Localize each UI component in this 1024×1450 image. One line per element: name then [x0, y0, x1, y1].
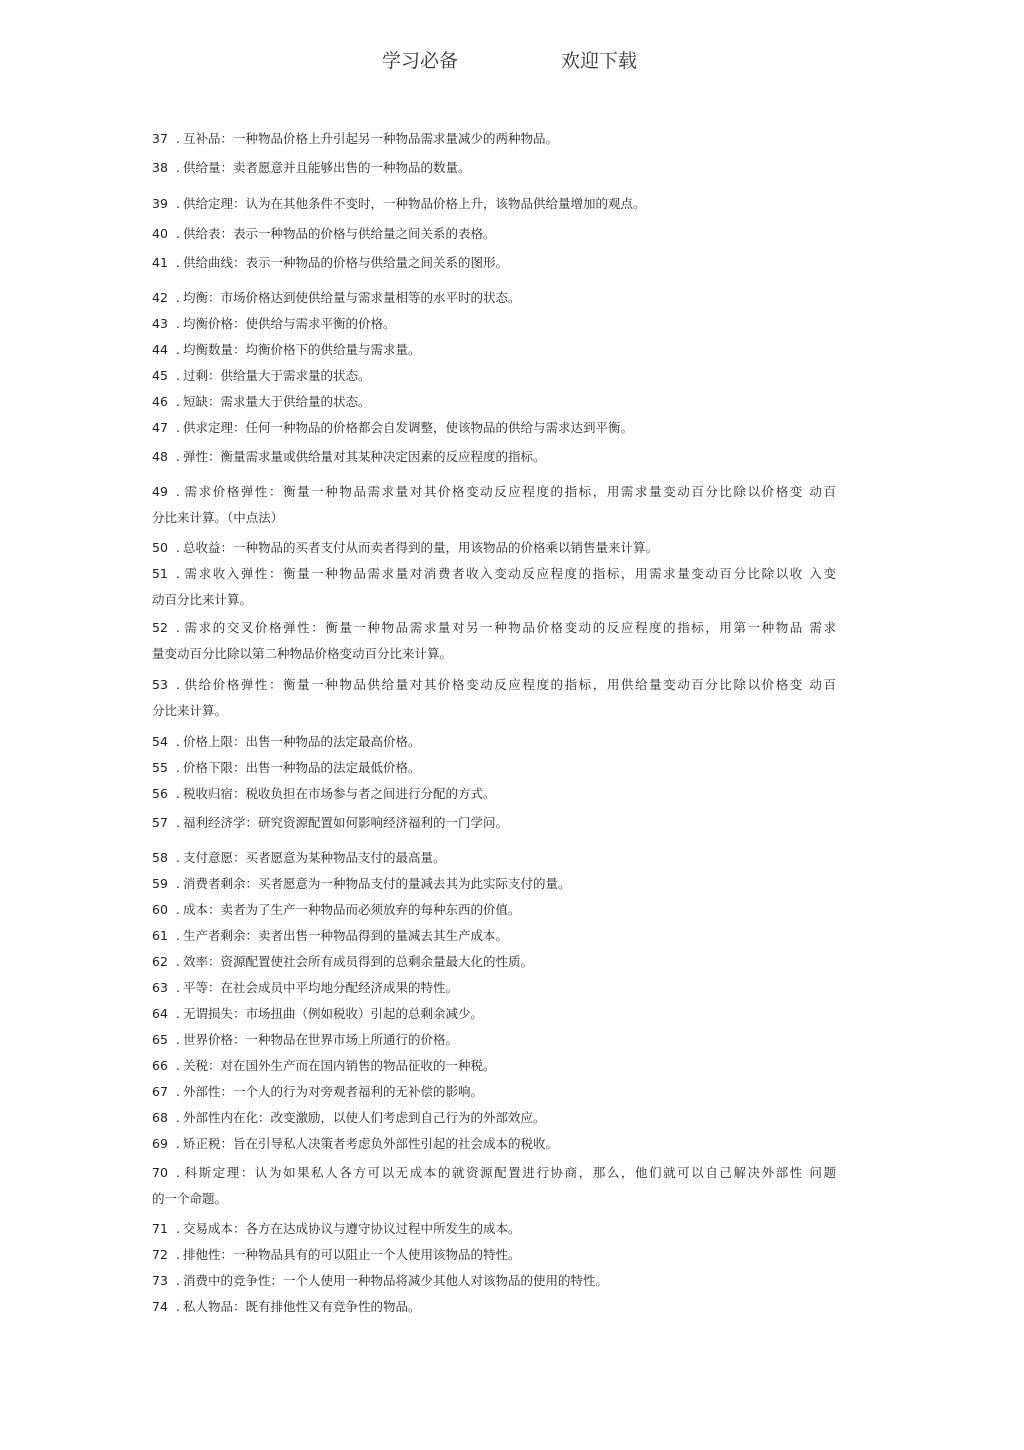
number-separator: .: [176, 980, 180, 995]
definition-text-continued: 量变动百分比除以第二种物品价格变动百分比来计算。: [152, 646, 453, 661]
definition-number: 58: [152, 850, 168, 865]
definition-text: 效率：资源配置使社会所有成员得到的总剩余量最大化的性质。: [182, 954, 533, 969]
definition-text: 福利经济学：研究资源配置如何影响经济福利的一门学问。: [182, 815, 508, 830]
number-separator: .: [176, 226, 180, 241]
number-separator: .: [176, 928, 180, 943]
definition-item: [152, 561, 836, 613]
definition-text: 消费者剩余：买者愿意为一种物品支付的量减去其为此实际支付的量。: [182, 876, 571, 891]
number-separator: .: [176, 196, 180, 211]
header-left-text: 学习必备: [382, 50, 459, 72]
definition-text: 需求价格弹性：衡量一种物品需求量对其价格变动反应程度的指标，用需求量变动百分比除以价格变 动百: [182, 484, 836, 499]
number-separator: .: [176, 290, 180, 305]
definition-text: 过剩：供给量大于需求量的状态。: [182, 368, 371, 383]
definition-text: 成本：卖者为了生产一种物品而必须放弃的每种东西的价值。: [182, 902, 521, 917]
definition-text: 均衡价格：使供给与需求平衡的价格。: [182, 316, 396, 331]
number-separator: .: [176, 1032, 180, 1047]
definition-item: [152, 1079, 836, 1105]
number-separator: .: [176, 1110, 180, 1125]
definition-text: 均衡数量：均衡价格下的供给量与需求量。: [182, 342, 421, 357]
definition-item: [152, 1268, 836, 1294]
definition-number: 43: [152, 316, 168, 331]
definition-item: [152, 1001, 836, 1027]
number-separator: .: [176, 954, 180, 969]
definition-number: 48: [152, 449, 168, 464]
definition-number: 47: [152, 420, 168, 435]
number-separator: .: [176, 420, 180, 435]
definition-item: [152, 285, 836, 311]
definition-number: 49: [152, 484, 168, 499]
definition-text: 均衡：市场价格达到使供给量与需求量相等的水平时的状态。: [182, 290, 521, 305]
definition-number: 69: [152, 1136, 168, 1151]
definition-item: [152, 729, 836, 755]
definition-text: 消费中的竞争性：一个人使用一种物品将减少其他人对该物品的使用的特性。: [182, 1273, 608, 1288]
definition-text: 短缺：需求量大于供给量的状态。: [182, 394, 371, 409]
definition-item: [152, 535, 836, 561]
definition-item: [152, 250, 836, 276]
number-separator: .: [176, 876, 180, 891]
definition-text-continued: 的一个命题。: [152, 1191, 228, 1206]
page-header: [0, 46, 1024, 76]
definition-number: 65: [152, 1032, 168, 1047]
number-separator: .: [176, 449, 180, 464]
number-separator: .: [176, 131, 180, 146]
definition-text: 交易成本：各方在达成协议与遵守协议过程中所发生的成本。: [182, 1221, 521, 1236]
definition-number: 59: [152, 876, 168, 891]
definition-item: [152, 1105, 836, 1131]
definition-text: 矫正税：旨在引导私人决策者考虑负外部性引起的社会成本的税收。: [182, 1136, 558, 1151]
number-separator: .: [176, 255, 180, 270]
number-separator: .: [176, 620, 180, 635]
definition-number: 46: [152, 394, 168, 409]
definition-number: 40: [152, 226, 168, 241]
definition-text: 互补品：一种物品价格上升引起另一种物品需求量减少的两种物品。: [182, 131, 558, 146]
definition-number: 64: [152, 1006, 168, 1021]
definition-text-continued: 分比来计算。: [152, 703, 228, 718]
definition-number: 57: [152, 815, 168, 830]
definition-item: [152, 1242, 836, 1268]
definition-item: [152, 363, 836, 389]
definition-number: 72: [152, 1247, 168, 1262]
definition-text: 需求的交叉价格弹性：衡量一种物品需求量对另一种物品价格变动的反应程度的指标，用第一种物品 需求: [182, 620, 836, 635]
number-separator: .: [176, 394, 180, 409]
definition-item: [152, 1294, 836, 1320]
definition-item: [152, 444, 836, 470]
number-separator: .: [176, 316, 180, 331]
definition-text: 外部性内在化：改变激励，以使人们考虑到自己行为的外部效应。: [182, 1110, 546, 1125]
header-right-text: 欢迎下载: [561, 50, 638, 72]
definition-number: 44: [152, 342, 168, 357]
definition-item: [152, 191, 836, 217]
definition-number: 54: [152, 734, 168, 749]
definition-number: 67: [152, 1084, 168, 1099]
definition-item: [152, 155, 836, 181]
number-separator: .: [176, 368, 180, 383]
definition-text-continued: 动百分比来计算。: [152, 592, 253, 607]
number-separator: .: [176, 1058, 180, 1073]
definition-number: 41: [152, 255, 168, 270]
definition-number: 61: [152, 928, 168, 943]
definition-number: 37: [152, 131, 168, 146]
definition-number: 70: [152, 1165, 168, 1180]
definition-text: 供求定理：任何一种物品的价格都会自发调整，使该物品的供给与需求达到平衡。: [182, 420, 633, 435]
number-separator: .: [176, 1165, 180, 1180]
definition-text-continued: 分比来计算。（中点法）: [152, 510, 284, 525]
definition-item: [152, 897, 836, 923]
number-separator: .: [176, 160, 180, 175]
definition-number: 60: [152, 902, 168, 917]
definition-line: [152, 1160, 836, 1186]
definition-item: [152, 1053, 836, 1079]
definition-item: [152, 1027, 836, 1053]
definition-text: 价格下限：出售一种物品的法定最低价格。: [182, 760, 421, 775]
definition-number: 50: [152, 540, 168, 555]
definition-item: [152, 672, 836, 724]
definition-number: 74: [152, 1299, 168, 1314]
definition-number: 63: [152, 980, 168, 995]
definition-text: 税收归宿：税收负担在市场参与者之间进行分配的方式。: [182, 786, 496, 801]
definition-item: [152, 845, 836, 871]
number-separator: .: [176, 760, 180, 775]
definition-item: [152, 126, 836, 152]
definition-item: [152, 949, 836, 975]
number-separator: .: [176, 1273, 180, 1288]
definition-item: [152, 755, 836, 781]
definition-number: 42: [152, 290, 168, 305]
definition-text: 供给量：卖者愿意并且能够出售的一种物品的数量。: [182, 160, 471, 175]
number-separator: .: [176, 902, 180, 917]
definition-number: 71: [152, 1221, 168, 1236]
number-separator: .: [176, 540, 180, 555]
definition-line: [152, 615, 836, 641]
definition-text: 平等：在社会成员中平均地分配经济成果的特性。: [182, 980, 458, 995]
definition-number: 38: [152, 160, 168, 175]
number-separator: .: [176, 1136, 180, 1151]
definition-text: 供给表：表示一种物品的价格与供给量之间关系的表格。: [182, 226, 496, 241]
definition-number: 68: [152, 1110, 168, 1125]
definition-text: 外部性：一个人的行为对旁观者福利的无补偿的影响。: [182, 1084, 483, 1099]
definition-text: 私人物品：既有排他性又有竞争性的物品。: [182, 1299, 421, 1314]
definition-item: [152, 415, 836, 441]
definition-item: [152, 923, 836, 949]
definition-item: [152, 221, 836, 247]
definition-number: 62: [152, 954, 168, 969]
definition-text: 生产者剩余：卖者出售一种物品得到的量减去其生产成本。: [182, 928, 508, 943]
definition-item: [152, 479, 836, 531]
definition-item: [152, 1160, 836, 1212]
definition-text: 总收益：一种物品的买者支付从而卖者得到的量，用该物品的价格乘以销售量来计算。: [182, 540, 658, 555]
number-separator: .: [176, 786, 180, 801]
number-separator: .: [176, 1299, 180, 1314]
definition-text: 供给定理：认为在其他条件不变时，一种物品价格上升，该物品供给量增加的观点。: [182, 196, 646, 211]
definition-number: 66: [152, 1058, 168, 1073]
definition-number: 52: [152, 620, 168, 635]
definition-item: [152, 1131, 836, 1157]
definition-line: [152, 561, 836, 587]
number-separator: .: [176, 734, 180, 749]
definition-text: 排他性：一种物品具有的可以阻止一个人使用该物品的特性。: [182, 1247, 521, 1262]
definition-text: 科斯定理：认为如果私人各方可以无成本的就资源配置进行协商，那么，他们就可以自己解决外部性 问题: [182, 1165, 836, 1180]
definition-text: 供给价格弹性：衡量一种物品供给量对其价格变动反应程度的指标，用供给量变动百分比除以价格变 动百: [182, 677, 836, 692]
definition-number: 51: [152, 566, 168, 581]
definition-text: 无谓损失：市场扭曲（例如税收）引起的总剩余减少。: [182, 1006, 483, 1021]
number-separator: .: [176, 1084, 180, 1099]
number-separator: .: [176, 1247, 180, 1262]
definition-item: [152, 311, 836, 337]
number-separator: .: [176, 566, 180, 581]
definition-number: 55: [152, 760, 168, 775]
definition-item: [152, 810, 836, 836]
definition-number: 45: [152, 368, 168, 383]
definition-text: 供给曲线：表示一种物品的价格与供给量之间关系的图形。: [182, 255, 508, 270]
definition-item: [152, 615, 836, 667]
definition-item: [152, 871, 836, 897]
number-separator: .: [176, 342, 180, 357]
definition-text: 弹性：衡量需求量或供给量对其某种决定因素的反应程度的指标。: [182, 449, 546, 464]
number-separator: .: [176, 815, 180, 830]
definition-text: 价格上限：出售一种物品的法定最高价格。: [182, 734, 421, 749]
definition-item: [152, 1216, 836, 1242]
definition-item: [152, 389, 836, 415]
definition-number: 39: [152, 196, 168, 211]
definition-text: 关税：对在国外生产而在国内销售的物品征收的一种税。: [182, 1058, 496, 1073]
definition-text: 支付意愿：买者愿意为某种物品支付的最高量。: [182, 850, 446, 865]
number-separator: .: [176, 1221, 180, 1236]
definition-number: 56: [152, 786, 168, 801]
number-separator: .: [176, 484, 180, 499]
number-separator: .: [176, 1006, 180, 1021]
definition-text: 世界价格：一种物品在世界市场上所通行的价格。: [182, 1032, 458, 1047]
number-separator: .: [176, 677, 180, 692]
definition-text: 需求收入弹性：衡量一种物品需求量对消费者收入变动反应程度的指标，用需求量变动百分比除以收 入变: [182, 566, 836, 581]
number-separator: .: [176, 850, 180, 865]
definition-item: [152, 781, 836, 807]
definition-number: 53: [152, 677, 168, 692]
definition-number: 73: [152, 1273, 168, 1288]
definition-line: [152, 479, 836, 505]
definition-item: [152, 975, 836, 1001]
definition-line: [152, 672, 836, 698]
definition-item: [152, 337, 836, 363]
